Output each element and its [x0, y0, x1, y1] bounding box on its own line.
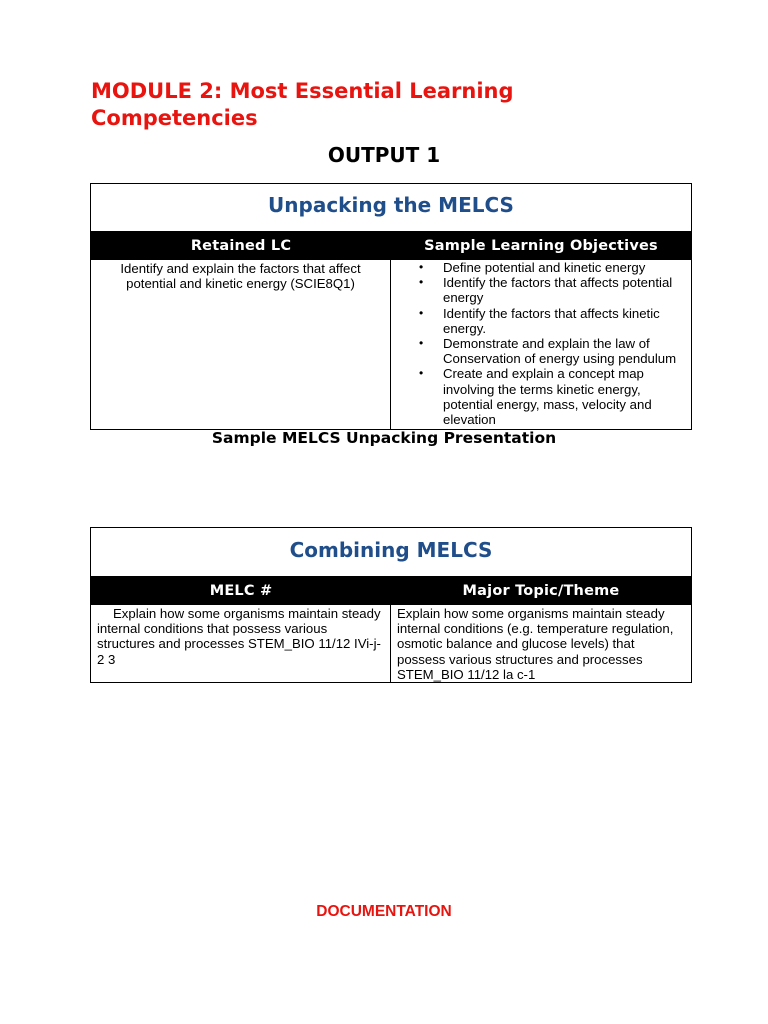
unpacking-table-row	[91, 260, 691, 429]
unpacking-caption: Sample MELCS Unpacking Presentation	[211, 429, 557, 447]
objective-text: Create and explain a concept map involving the terms kinetic energy, potential energy, mass, velocity and elevation	[443, 366, 652, 428]
combining-table-row	[91, 605, 691, 682]
learning-objectives-header: Sample Learning Objectives	[424, 237, 658, 254]
bullet-icon: •	[419, 366, 424, 381]
module-title: MODULE 2: Most Essential Learning Competencies	[91, 79, 514, 130]
objectives-list	[391, 260, 685, 427]
objective-text: Define potential and kinetic energy	[443, 260, 646, 275]
bullet-icon: •	[419, 305, 424, 320]
objective-text: Demonstrate and explain the law of Conservation of energy using pendulum	[443, 336, 677, 367]
melc-number-header: MELC #	[209, 582, 273, 599]
melc-text: Explain how some organisms maintain steady internal conditions that possess various structures and processes STEM_BIO 11/12 IVi-j-2 3	[97, 606, 381, 667]
bullet-icon: •	[419, 336, 424, 351]
combining-table-title: Combining MELCS	[289, 538, 493, 562]
objective-item	[419, 366, 685, 428]
unpacking-melcs-table	[90, 183, 692, 430]
major-topic-cell: Explain how some organisms maintain steady internal conditions (e.g. temperature regulation, osmotic balance and glucose levels) that possess various structures and processes STEM_BIO 11/12 la c-1	[397, 606, 674, 682]
output-title: OUTPUT 1	[327, 143, 441, 167]
documentation-heading: DOCUMENTATION	[316, 903, 452, 920]
retained-lc-header: Retained LC	[190, 237, 292, 254]
objective-item	[419, 336, 685, 367]
major-topic-header: Major Topic/Theme	[462, 582, 620, 599]
combining-table-header	[91, 576, 691, 605]
unpacking-table-header	[91, 231, 691, 260]
objective-text: Identify the factors that affects kinetic energy.	[443, 305, 660, 336]
learning-objectives-cell	[391, 260, 691, 429]
bullet-icon: •	[419, 260, 424, 274]
objective-text: Identify the factors that affects potential energy	[443, 275, 673, 306]
bullet-icon: •	[419, 275, 424, 290]
objective-item	[419, 305, 685, 336]
combining-melcs-table	[90, 527, 692, 683]
melc-cell	[91, 605, 391, 682]
retained-lc-cell: Identify and explain the factors that affect potential and kinetic energy (SCIE8Q1)	[91, 260, 391, 429]
objective-item	[419, 275, 685, 306]
objective-item	[419, 260, 685, 275]
unpacking-table-title: Unpacking the MELCS	[268, 193, 514, 217]
